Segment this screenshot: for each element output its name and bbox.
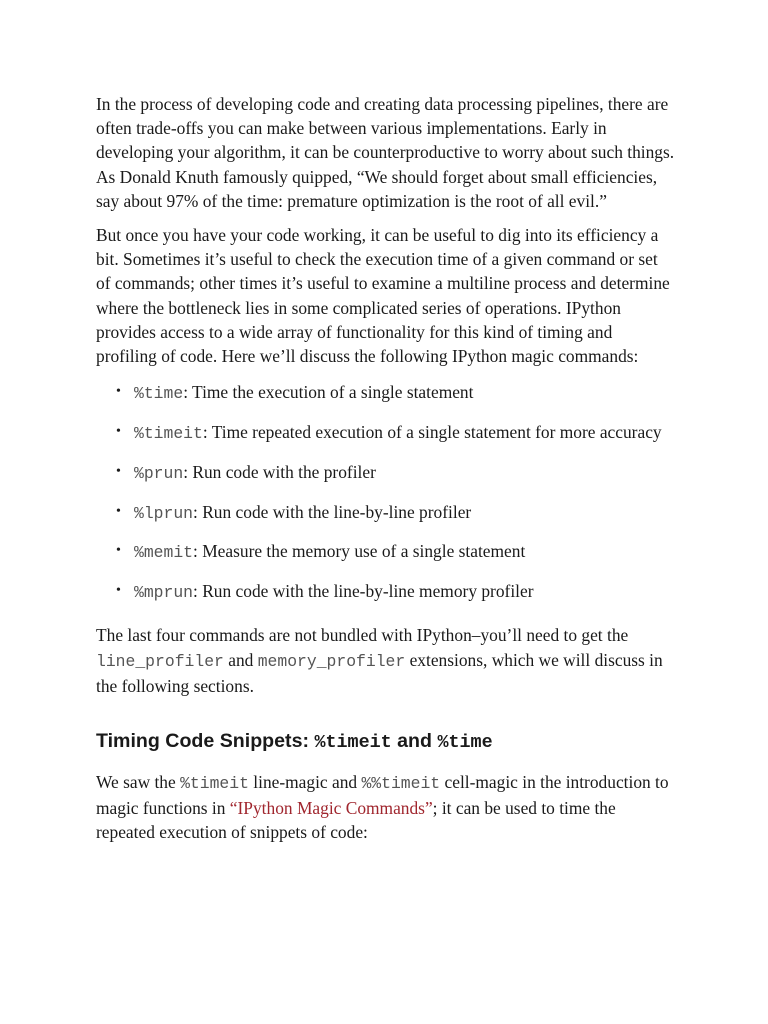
command-code: %memit [134, 543, 194, 563]
text-span: The last four commands are not bundled with IPython–you’ll need to get the [96, 625, 629, 646]
section-heading [96, 728, 676, 756]
command-description: : Run code with the line-by-line profiler [193, 501, 472, 522]
bullet-icon: • [116, 583, 121, 599]
intro-paragraph-2: But once you have your code working, it can be useful to dig into its efficiency a bit. Sometimes it’s useful to check the execution time of a given command or set of commands; other times it’s useful to examine a multiline process and determine where the bottleneck lies in some complicated series of operations. IPython provides access to a wide array of functionality for this kind of timing and profiling of code. Here we’ll discuss the following IPython magic commands: [96, 225, 670, 367]
list-item [116, 539, 676, 565]
list-item [116, 579, 676, 605]
list-item [116, 380, 676, 406]
command-code: %prun [134, 463, 184, 483]
bullet-icon: • [116, 503, 121, 519]
text-span: extensions, which we will discuss in the following sections. [96, 649, 663, 696]
command-code: %time [134, 384, 184, 404]
ipython-magic-commands-link[interactable]: “IPython Magic Commands” [229, 798, 433, 819]
command-description: : Time the execution of a single statement [183, 382, 474, 403]
command-description: : Run code with the line-by-line memory profiler [193, 581, 534, 602]
inline-code-timeit: %timeit [180, 774, 249, 794]
inline-code-memory-profiler: memory_profiler [257, 651, 406, 671]
text-span: ; it can be used to time the repeated execution of snippets of code: [96, 798, 616, 843]
list-item [116, 500, 676, 526]
intro-paragraph-1: In the process of developing code and creating data processing pipelines, there are often trade-offs you can make between various implementations. Early in developing your algorithm, it can be counterproductive to worry about such things. As Donald Knuth famously quipped, “We should forget about small efficiencies, say about 97% of the time: premature optimization is the root of all evil.” [96, 94, 675, 211]
command-description: : Run code with the profiler [183, 461, 376, 482]
command-code: %timeit [134, 424, 203, 444]
document-page [96, 92, 676, 855]
command-code: %lprun [134, 503, 194, 523]
command-code: %mprun [134, 583, 194, 603]
bullet-icon: • [116, 424, 121, 440]
section-paragraph [96, 770, 676, 845]
list-item [116, 460, 676, 486]
text-span: line-magic and [248, 772, 362, 793]
command-description: : Measure the memory use of a single statement [193, 541, 526, 562]
text-span: cell-magic in the introduction to magic functions in [96, 772, 669, 819]
bullet-icon: • [116, 463, 121, 479]
magic-commands-list [96, 380, 676, 605]
inline-code-line-profiler: line_profiler [96, 651, 224, 671]
inline-code-cell-timeit: %%timeit [361, 774, 441, 794]
bullet-icon: • [116, 384, 121, 400]
bullet-icon: • [116, 543, 121, 559]
text-span: and [223, 649, 258, 670]
list-item [116, 420, 676, 446]
after-list-paragraph [96, 623, 676, 698]
text-span: We saw the [96, 772, 181, 793]
command-description: : Time repeated execution of a single statement for more accuracy [202, 422, 662, 443]
heading-code-timeit: %timeit [314, 732, 392, 754]
heading-text: and [391, 730, 438, 753]
heading-code-time: %time [437, 732, 493, 754]
heading-text: Timing Code Snippets: [96, 730, 315, 753]
